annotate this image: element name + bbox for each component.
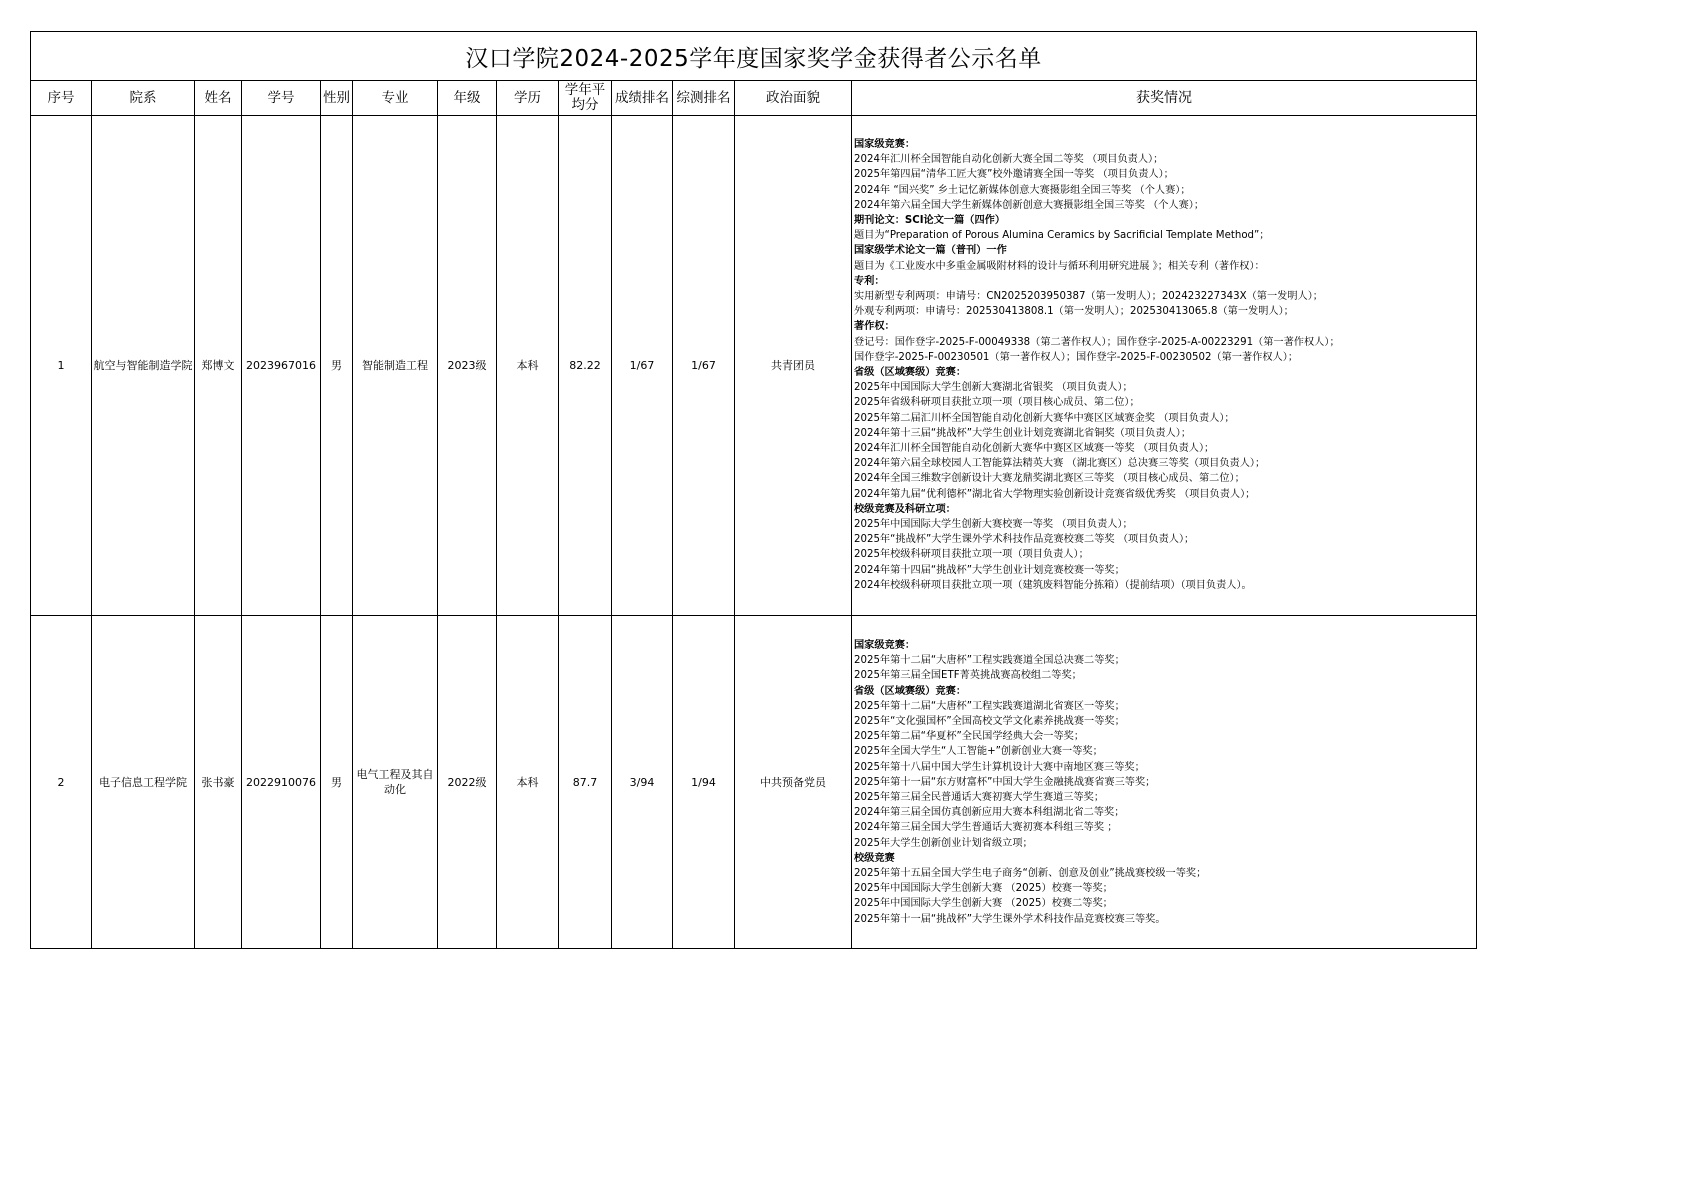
cell-major: 智能制造工程 <box>353 116 438 616</box>
header-education: 学历 <box>497 81 559 116</box>
award-line: 2025年第十二届“大唐杯”工程实践赛道全国总决赛二等奖； <box>854 655 1125 667</box>
award-line: 国作登字-2025-F-00230501（第一著作权人）；国作登字-2025-F-00230502（第一著作权人）； <box>854 351 1299 363</box>
award-line: 2025年省级科研项目获批立项一项（项目核心成员、第二位）； <box>854 397 1140 409</box>
cell-avg-score: 87.7 <box>559 616 612 949</box>
award-line: 2024年汇川杯全国智能自动化创新大赛全国二等奖 （项目负责人）； <box>854 154 1164 166</box>
header-seq: 序号 <box>31 81 92 116</box>
cell-grade: 2023级 <box>438 116 497 616</box>
cell-education: 本科 <box>497 116 559 616</box>
header-score-rank: 成绩排名 <box>612 81 673 116</box>
table-row <box>31 116 1477 616</box>
cell-grade: 2022级 <box>438 616 497 949</box>
award-category-heading: 著作权： <box>854 321 895 333</box>
cell-political-status: 共青团员 <box>735 116 852 616</box>
award-line: 题目为《工业废水中多重金属吸附材料的设计与循环利用研究进展 》；相关专利（著作权）： <box>854 260 1265 272</box>
award-line: 2025年全国大学生“人工智能+”创新创业大赛一等奖； <box>854 746 1103 758</box>
cell-name: 郑博文 <box>195 116 242 616</box>
award-category-heading: 期刊论文：SCI论文一篇（四作） <box>854 215 1006 227</box>
page-title: 汉口学院2024-2025学年度国家奖学金获得者公示名单 <box>31 32 1477 81</box>
award-line: 2025年“文化强国杯”全国高校文学文化素养挑战赛一等奖； <box>854 716 1125 728</box>
cell-name: 张书豪 <box>195 616 242 949</box>
award-category-heading: 国家级竞赛： <box>854 139 916 150</box>
award-line: 2024年第六届全球校园人工智能算法精英大赛 （湖北赛区）总决赛三等奖（项目负责人）； <box>854 458 1266 470</box>
award-line: 题目为“Preparation of Porous Alumina Ceramics by Sacrificial Template Method”； <box>854 230 1270 242</box>
award-line: 实用新型专利两项：申请号：CN2025203950387（第一发明人）；202423227343X（第一发明人）； <box>854 291 1323 303</box>
cell-department: 电子信息工程学院 <box>92 616 195 949</box>
cell-seq: 2 <box>31 616 92 949</box>
award-line: 2025年大学生创新创业计划省级立项； <box>854 837 1033 849</box>
header-gender: 性别 <box>321 81 353 116</box>
award-line: 2024年汇川杯全国智能自动化创新大赛华中赛区区域赛一等奖 （项目负责人）； <box>854 443 1215 455</box>
award-line: 2025年第十一届“东方财富杯”中国大学生金融挑战赛省赛三等奖； <box>854 776 1156 788</box>
cell-overall-rank: 1/94 <box>673 616 735 949</box>
award-category-heading: 省级（区域赛级）竞赛： <box>854 685 967 697</box>
cell-overall-rank: 1/67 <box>673 116 735 616</box>
award-line: 2024年第十四届“挑战杯”大学生创业计划竞赛校赛一等奖； <box>854 564 1125 576</box>
award-line: 2025年第三届全民普通话大赛初赛大学生赛道三等奖； <box>854 792 1105 804</box>
award-line: 2024年第三届全国大学生普通话大赛初赛本科组三等奖 ； <box>854 822 1118 834</box>
award-line: 2025年第十一届“挑战杯”大学生课外学术科技作品竞赛校赛三等奖。 <box>854 913 1166 925</box>
award-line: 2025年第十二届“大唐杯”工程实践赛道湖北省赛区一等奖； <box>854 700 1125 712</box>
award-line: 2024年 “国兴奖” 乡土记忆新媒体创意大赛摄影组全国三等奖 （个人赛）； <box>854 184 1191 196</box>
award-category-heading: 国家级学术论文一篇（普刊）一作 <box>854 245 1007 257</box>
cell-political-status: 中共预备党员 <box>735 616 852 949</box>
award-line: 2025年中国国际大学生创新大赛 （2025）校赛一等奖； <box>854 883 1113 895</box>
cell-department: 航空与智能制造学院 <box>92 116 195 616</box>
header-name: 姓名 <box>195 81 242 116</box>
award-line: 2024年全国三维数字创新设计大赛龙鼎奖湖北赛区三等奖 （项目核心成员、第二位）； <box>854 473 1245 485</box>
cell-gender: 男 <box>321 616 353 949</box>
award-category-heading: 国家级竞赛： <box>854 640 916 651</box>
header-major: 专业 <box>353 81 438 116</box>
award-line: 2025年中国国际大学生创新大赛校赛一等奖 （项目负责人）； <box>854 519 1133 531</box>
cell-student-id: 2023967016 <box>242 116 321 616</box>
awards-list <box>854 616 1476 927</box>
award-line: 2024年校级科研项目获批立项一项（建筑废料智能分拣箱）（提前结项）（项目负责人）。 <box>854 579 1252 591</box>
award-line: 外观专利两项：申请号：202530413808.1（第一发明人）；202530413065.8（第一发明人）； <box>854 306 1294 318</box>
award-line: 2025年第四届“清华工匠大赛”校外邀请赛全国一等奖 （项目负责人）； <box>854 169 1174 181</box>
award-line: 2025年第三届全国ETF菁英挑战赛高校组二等奖； <box>854 670 1082 682</box>
award-line: 2024年第六届全国大学生新媒体创新创意大赛摄影组全国三等奖 （个人赛）； <box>854 199 1205 211</box>
cell-education: 本科 <box>497 616 559 949</box>
award-line: 2025年第十八届中国大学生计算机设计大赛中南地区赛三等奖； <box>854 761 1145 773</box>
award-category-heading: 校级竞赛及科研立项： <box>854 503 956 515</box>
cell-score-rank: 3/94 <box>612 616 673 949</box>
header-avg-score: 学年平均分 <box>559 81 612 116</box>
header-grade: 年级 <box>438 81 497 116</box>
header-department: 院系 <box>92 81 195 116</box>
award-line: 2024年第十三届“挑战杯”大学生创业计划竞赛湖北省铜奖（项目负责人）； <box>854 427 1192 439</box>
award-category-heading: 省级（区域赛级）竞赛： <box>854 367 967 379</box>
award-line: 2025年中国国际大学生创新大赛湖北省银奖 （项目负责人）； <box>854 382 1133 394</box>
header-row <box>31 81 1477 116</box>
table-row <box>31 616 1477 949</box>
cell-student-id: 2022910076 <box>242 616 321 949</box>
title-row <box>31 32 1477 81</box>
cell-gender: 男 <box>321 116 353 616</box>
header-political-status: 政治面貌 <box>735 81 852 116</box>
award-line: 2025年“挑战杯”大学生课外学术科技作品竞赛校赛二等奖 （项目负责人）； <box>854 534 1195 546</box>
award-line: 2025年第十五届全国大学生电子商务“创新、创意及创业”挑战赛校级一等奖； <box>854 868 1207 880</box>
award-line: 2025年第二届汇川杯全国智能自动化创新大赛华中赛区区域赛金奖 （项目负责人）； <box>854 412 1235 424</box>
cell-major: 电气工程及其自动化 <box>353 616 438 949</box>
cell-seq: 1 <box>31 116 92 616</box>
award-line: 2025年第二届“华夏杯”全民国学经典大会一等奖； <box>854 731 1085 743</box>
award-category-heading: 专利： <box>854 275 885 287</box>
cell-awards <box>852 616 1477 949</box>
cell-score-rank: 1/67 <box>612 116 673 616</box>
scholarship-table <box>30 31 1477 949</box>
award-line: 2024年第九届“优利德杯”湖北省大学物理实验创新设计竞赛省级优秀奖 （项目负责人）； <box>854 488 1256 500</box>
award-line: 2025年校级科研项目获批立项一项（项目负责人）； <box>854 549 1089 561</box>
award-line: 登记号：国作登字-2025-F-00049338（第二著作权人）；国作登字-2025-A-00223291（第一著作权人）； <box>854 336 1340 348</box>
header-overall-rank: 综测排名 <box>673 81 735 116</box>
award-line: 2025年中国国际大学生创新大赛 （2025）校赛二等奖； <box>854 898 1113 910</box>
award-category-heading: 校级竞赛 <box>854 852 895 864</box>
cell-avg-score: 82.22 <box>559 116 612 616</box>
header-student-id: 学号 <box>242 81 321 116</box>
header-awards: 获奖情况 <box>852 81 1477 116</box>
award-line: 2024年第三届全国仿真创新应用大赛本科组湖北省二等奖； <box>854 807 1125 819</box>
cell-awards <box>852 116 1477 616</box>
awards-list <box>854 116 1476 593</box>
